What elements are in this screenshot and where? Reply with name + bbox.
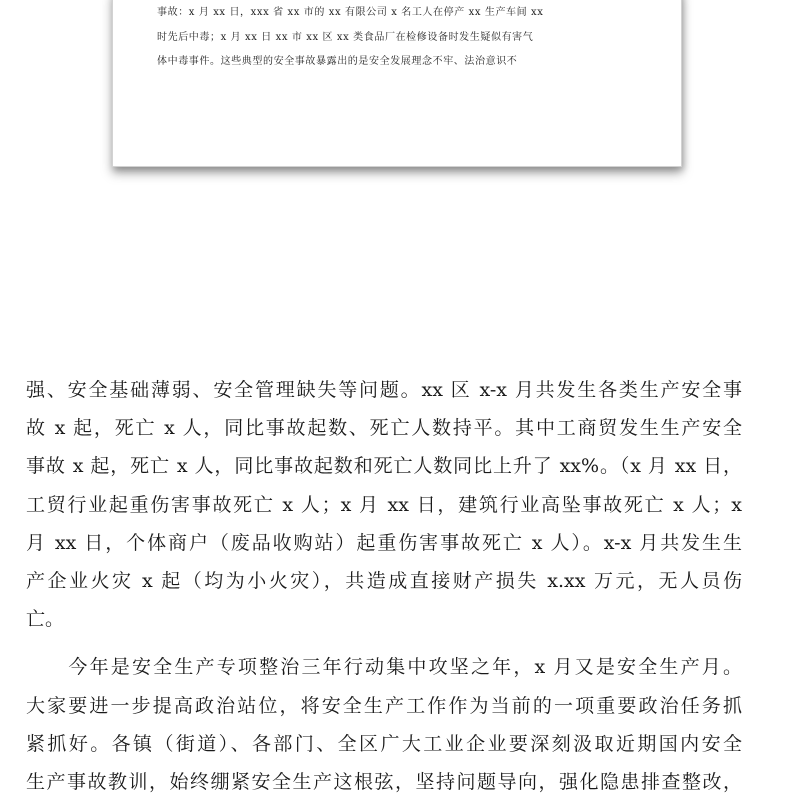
paragraph-spacer bbox=[26, 638, 742, 648]
body-text-line: 大家要进一步提高政治站位，将安全生产工作作为当前的一项重要政治任务抓 bbox=[26, 694, 742, 717]
card-text-line: 时先后中毒；x 月 xx 日 xx 市 xx 区 xx 类食品厂在检修设备时发生疑似有害气 bbox=[157, 31, 534, 43]
paragraph-safety-campaign bbox=[26, 648, 742, 801]
body-text-line: 今年是安全生产专项整治三年行动集中攻坚之年，x 月又是安全生产月。 bbox=[26, 656, 742, 679]
body-text-line: 紧抓好。各镇（街道）、各部门、全区广大工业企业要深刻汲取近期国内安全 bbox=[26, 732, 742, 755]
body-text-line: 产企业火灾 x 起（均为小火灾），共造成直接财产损失 x.xx 万元，无人员伤 bbox=[26, 569, 742, 592]
body-text-line: 工贸行业起重伤害事故死亡 x 人；x 月 xx 日，建筑行业高坠事故死亡 x 人；x bbox=[26, 493, 742, 516]
body-text-line: 亡。 bbox=[26, 608, 65, 631]
body-text-line: 强、安全基础薄弱、安全管理缺失等问题。xx 区 x-x 月共发生各类生产安全事 bbox=[26, 379, 742, 401]
body-text-line: 生产事故教训，始终绷紧安全生产这根弦，坚持问题导向，强化隐患排查整改， bbox=[26, 770, 742, 793]
body-text-line: 事故 x 起，死亡 x 人，同比事故起数和死亡人数同比上升了 xx%。（x 月 xx 日， bbox=[26, 455, 742, 478]
body-text-line: 月 xx 日，个体商户（废品收购站）起重伤害事故死亡 x 人）。x-x 月共发生生 bbox=[26, 531, 742, 554]
body-text-line: 故 x 起，死亡 x 人，同比事故起数、死亡人数持平。其中工商贸发生生产安全 bbox=[26, 417, 742, 440]
document-body bbox=[26, 371, 742, 801]
card-text-line: 体中毒事件。这些典型的安全事故暴露出的是安全发展理念不牢、法治意识不 bbox=[157, 56, 518, 67]
paragraph-accident-statistics bbox=[26, 371, 742, 638]
card-text-line: 事故：x 月 xx 日，xxx 省 xx 市的 xx 有限公司 x 名工人在停产 xx 生产车间 xx bbox=[157, 7, 544, 18]
document-page-card bbox=[112, 0, 682, 167]
card-text-block bbox=[157, 1, 637, 75]
